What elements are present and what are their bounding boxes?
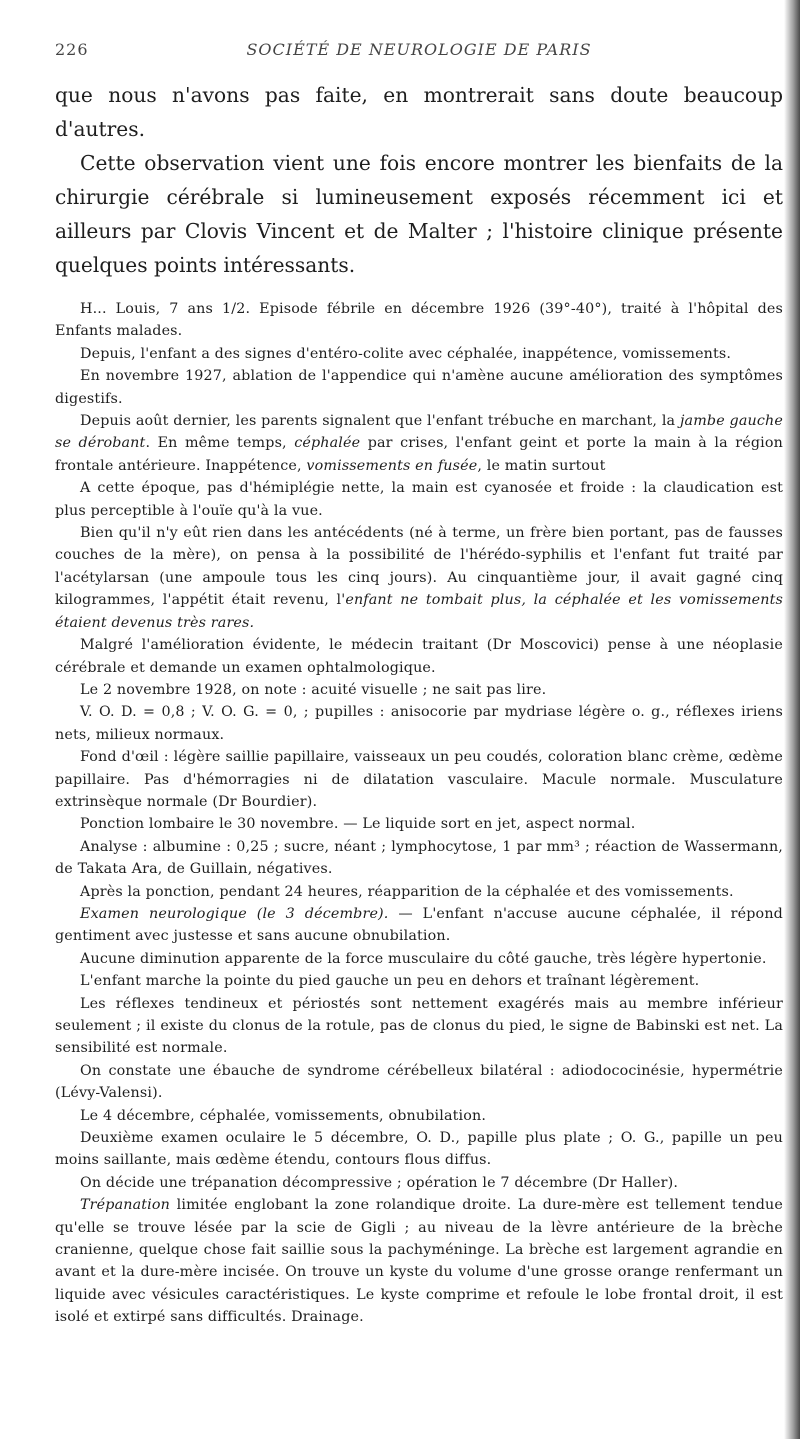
case-paragraph: Ponction lombaire le 30 novembre. — Le liquide sort en jet, aspect normal. [80, 816, 636, 833]
case-paragraph: V. O. D. = 0,8 ; V. O. G. = 0, ; pupilles : anisocorie par mydriase légère o. g., réflexes iriens nets, milieux normaux. [55, 704, 783, 743]
case-paragraph: Deuxième examen oculaire le 5 décembre, O. D., papille plus plate ; O. G., papille un peu moins saillante, mais œdème étendu, contours flous diffus. [55, 1130, 783, 1169]
italic-run: Examen neurologique (le 3 décembre). [80, 905, 389, 922]
case-paragraph [55, 903, 783, 948]
italic-run: céphalée [294, 435, 361, 452]
case-paragraph: Les réflexes tendineux et périostés sont nettement exagérés mais au membre inférieur seulement ; il existe du clonus de la rotule, pas de clonus du pied, le signe de Babinski est net. La sensibilité est normale. [55, 995, 783, 1057]
case-paragraph: L'enfant marche la pointe du pied gauche un peu en dehors et traînant légèrement. [80, 973, 700, 990]
italic-run: jambe gauche se dérobant [55, 413, 783, 452]
case-paragraph: Le 4 décembre, céphalée, vomissements, obnubilation. [80, 1107, 487, 1124]
text-run: par crises, l'enfant geint et porte la main à la région frontale antérieure. Inappétence, [55, 435, 783, 474]
text-run: . En même temps, [145, 435, 295, 452]
intro-paragraph-1: que nous n'avons pas faite, en montrerait sans doute beaucoup d'autres. [55, 83, 783, 141]
italic-run: vomissements en fusée [306, 457, 478, 474]
italic-run: Trépanation [80, 1197, 171, 1214]
case-paragraph [55, 522, 783, 634]
italic-run: enfant ne tombait plus, la céphalée et les vomissements étaient devenus très rares. [55, 592, 784, 631]
text-run: Depuis août dernier, les parents signalent que l'enfant trébuche en marchant, la [80, 413, 680, 430]
text-run: Bien qu'il n'y eût rien dans les antécédents (né à terme, un frère bien portant, pas de fausses couches de la mère), on pensa à la possibilité de l'hérédo-syphilis et l'enfant fut traité par l'acétylarsan (une ampoule tous les cinq jours). Au cinquantième jour, il avait gagné cinq kilogrammes, l'appétit était revenu, l' [55, 525, 783, 609]
text-run: limitée englobant la zone rolandique droite. La dure-mère est tellement tendue qu'elle se trouve lésée par la scie de Gigli ; au niveau de la lèvre antérieure de la brèche cranienne, quelque chose fait saillie sous la pachyméninge. La brèche est largement agrandie en avant et la dure-mère incisée. On trouve un kyste du volume d'une grosse orange renfermant un liquide avec vésicules caractéristiques. Le kyste comprime et refoule le lobe frontal droit, il est isolé et extirpé sans difficultés. Drainage. [55, 1197, 783, 1326]
case-paragraph: H... Louis, 7 ans 1/2. Episode fébrile en décembre 1926 (39°-40°), traité à l'hôpital des Enfants malades. [55, 301, 783, 340]
scan-edge-shadow [784, 0, 800, 1439]
case-paragraph: Fond d'œil : légère saillie papillaire, vaisseaux un peu coudés, coloration blanc crème, œdème papillaire. Pas d'hémorragies ni de dilatation vasculaire. Macule normale. Musculature extrinsèque normale (Dr Bourdier). [55, 749, 783, 810]
text-run: — L'enfant n'accuse aucune céphalée, il répond gentiment avec justesse et sans aucune obnubilation. [55, 905, 783, 945]
intro-text [55, 78, 783, 282]
case-paragraph: On constate une ébauche de syndrome cérébelleux bilatéral : adiodococinésie, hypermétrie (Lévy-Valensi). [55, 1062, 783, 1102]
case-paragraph: En novembre 1927, ablation de l'appendice qui n'amène aucune amélioration des symptômes digestifs. [55, 368, 783, 407]
running-head [55, 40, 783, 78]
case-paragraph: Le 2 novembre 1928, on note : acuité visuelle ; ne sait pas lire. [80, 681, 547, 698]
case-paragraph: Après la ponction, pendant 24 heures, réapparition de la céphalée et des vomissements. [80, 883, 734, 900]
running-title: SOCIÉTÉ DE NEUROLOGIE DE PARIS [246, 40, 592, 59]
case-paragraph: Depuis, l'enfant a des signes d'entéro-colite avec céphalée, inappétence, vomissements. [80, 345, 732, 362]
case-paragraph: Malgré l'amélioration évidente, le médecin traitant (Dr Moscovici) pense à une néoplasie cérébrale et demande un examen ophtalmologique. [55, 637, 783, 676]
case-report [55, 298, 783, 1329]
intro-paragraph-2: Cette observation vient une fois encore montrer les bienfaits de la chirurgie cérébrale si lumineusement exposés récemment ici et ailleurs par Clovis Vincent et de Malter ; l'histoire clinique présente quelques points intéressants. [55, 151, 783, 277]
case-paragraph: On décide une trépanation décompressive ; opération le 7 décembre (Dr Haller). [80, 1174, 679, 1191]
text-run: , le matin surtout [477, 457, 606, 474]
page-number: 226 [55, 40, 89, 59]
case-paragraph: Aucune diminution apparente de la force musculaire du côté gauche, très légère hypertonie. [80, 950, 767, 967]
case-paragraph [55, 1194, 783, 1328]
case-paragraph: Analyse : albumine : 0,25 ; sucre, néant ; lymphocytose, 1 par mm³ ; réaction de Wassermann, de Takata Ara, de Guillain, négatives. [55, 838, 783, 878]
page [55, 40, 783, 1329]
case-paragraph: A cette époque, pas d'hémiplégie nette, la main est cyanosée et froide : la claudication est plus perceptible à l'ouïe qu'à la vue. [55, 480, 783, 519]
case-paragraph [55, 410, 783, 477]
